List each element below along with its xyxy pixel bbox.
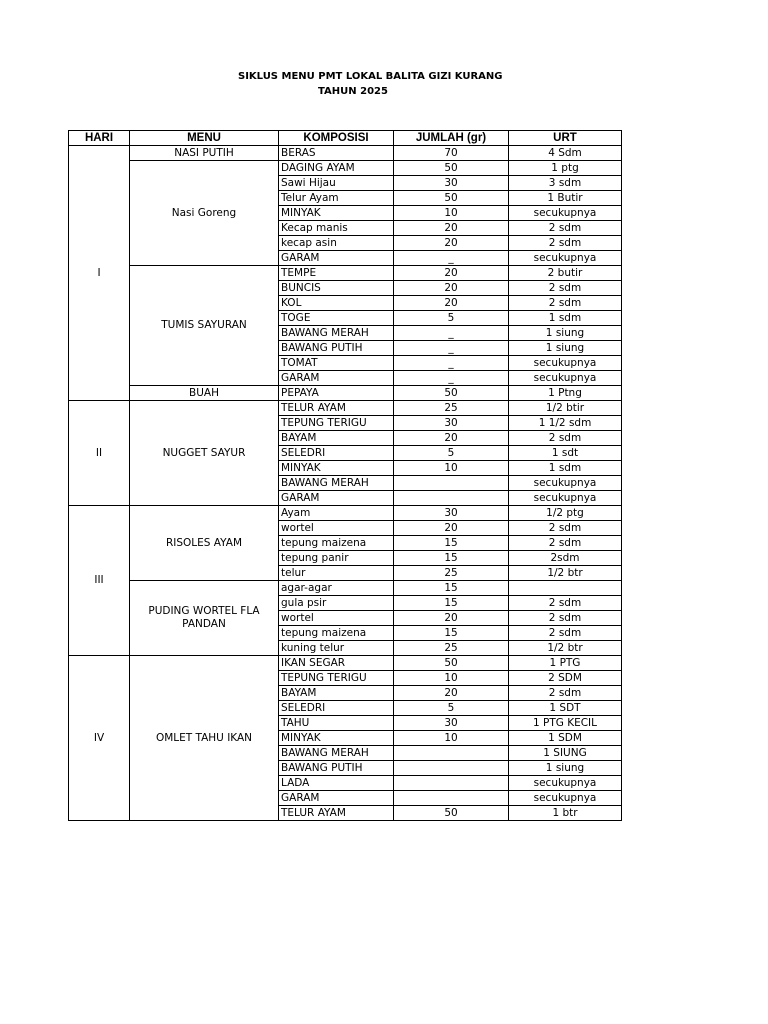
amount-cell: 10 <box>394 206 509 221</box>
ingredient-cell: BAYAM <box>279 686 394 701</box>
table-row <box>69 656 622 671</box>
amount-cell: 25 <box>394 401 509 416</box>
ingredient-cell: DAGING AYAM <box>279 161 394 176</box>
ingredient-cell: BAYAM <box>279 431 394 446</box>
ingredient-cell: BAWANG MERAH <box>279 326 394 341</box>
ingredient-cell: BAWANG PUTIH <box>279 761 394 776</box>
amount-cell: 20 <box>394 221 509 236</box>
table-body <box>69 146 622 821</box>
ingredient-cell: BAWANG MERAH <box>279 746 394 761</box>
amount-cell: 20 <box>394 521 509 536</box>
household-measure-cell: 1 SDT <box>509 701 622 716</box>
household-measure-cell: 2 sdm <box>509 626 622 641</box>
household-measure-cell: secukupnya <box>509 776 622 791</box>
table-row <box>69 146 622 161</box>
day-cell: IV <box>69 656 130 821</box>
menu-cell: TUMIS SAYURAN <box>130 266 279 386</box>
amount-cell: 50 <box>394 161 509 176</box>
amount-cell: 20 <box>394 431 509 446</box>
household-measure-cell: 1/2 btr <box>509 641 622 656</box>
amount-cell: 15 <box>394 626 509 641</box>
amount-cell: 10 <box>394 671 509 686</box>
ingredient-cell: IKAN SEGAR <box>279 656 394 671</box>
household-measure-cell: 2 sdm <box>509 221 622 236</box>
header-urt: URT <box>509 131 622 146</box>
household-measure-cell: 1 ptg <box>509 161 622 176</box>
amount-cell: 20 <box>394 296 509 311</box>
ingredient-cell: SELEDRI <box>279 701 394 716</box>
amount-cell <box>394 761 509 776</box>
ingredient-cell: TELUR AYAM <box>279 806 394 821</box>
amount-cell: 10 <box>394 461 509 476</box>
menu-cell: OMLET TAHU IKAN <box>130 656 279 821</box>
table-row <box>69 161 622 176</box>
household-measure-cell: 2 butir <box>509 266 622 281</box>
ingredient-cell: GARAM <box>279 371 394 386</box>
amount-cell <box>394 776 509 791</box>
household-measure-cell: 2 sdm <box>509 596 622 611</box>
ingredient-cell: PEPAYA <box>279 386 394 401</box>
household-measure-cell: 1 1/2 sdm <box>509 416 622 431</box>
household-measure-cell <box>509 581 622 596</box>
household-measure-cell: 2 sdm <box>509 521 622 536</box>
household-measure-cell: 1 sdm <box>509 461 622 476</box>
ingredient-cell: Telur Ayam <box>279 191 394 206</box>
amount-cell: 15 <box>394 581 509 596</box>
menu-cell: PUDING WORTEL FLA PANDAN <box>130 581 279 656</box>
ingredient-cell: kuning telur <box>279 641 394 656</box>
ingredient-cell: tepung maizena <box>279 626 394 641</box>
menu-cell: Nasi Goreng <box>130 161 279 266</box>
amount-cell: 50 <box>394 191 509 206</box>
amount-cell <box>394 791 509 806</box>
ingredient-cell: MINYAK <box>279 731 394 746</box>
household-measure-cell: 1 Butir <box>509 191 622 206</box>
ingredient-cell: KOL <box>279 296 394 311</box>
amount-cell: 50 <box>394 656 509 671</box>
amount-cell: _ <box>394 326 509 341</box>
household-measure-cell: 1 PTG KECIL <box>509 716 622 731</box>
ingredient-cell: TAHU <box>279 716 394 731</box>
household-measure-cell: 1 siung <box>509 761 622 776</box>
household-measure-cell: 1 SIUNG <box>509 746 622 761</box>
household-measure-cell: 1/2 ptg <box>509 506 622 521</box>
day-cell: I <box>69 146 130 401</box>
ingredient-cell: tepung panir <box>279 551 394 566</box>
amount-cell <box>394 746 509 761</box>
header-menu: MENU <box>130 131 279 146</box>
amount-cell <box>394 491 509 506</box>
ingredient-cell: BAWANG PUTIH <box>279 341 394 356</box>
household-measure-cell: 2 SDM <box>509 671 622 686</box>
household-measure-cell: 1 siung <box>509 326 622 341</box>
household-measure-cell: secukupnya <box>509 791 622 806</box>
table-row <box>69 266 622 281</box>
ingredient-cell: TOGE <box>279 311 394 326</box>
day-cell: II <box>69 401 130 506</box>
amount-cell: 20 <box>394 236 509 251</box>
table-row <box>69 506 622 521</box>
ingredient-cell: telur <box>279 566 394 581</box>
household-measure-cell: 1/2 btr <box>509 566 622 581</box>
amount-cell: _ <box>394 341 509 356</box>
amount-cell: 15 <box>394 551 509 566</box>
household-measure-cell: 1 sdm <box>509 311 622 326</box>
amount-cell: 20 <box>394 611 509 626</box>
ingredient-cell: MINYAK <box>279 206 394 221</box>
household-measure-cell: 4 Sdm <box>509 146 622 161</box>
menu-cell: NUGGET SAYUR <box>130 401 279 506</box>
ingredient-cell: TEPUNG TERIGU <box>279 416 394 431</box>
table-header-row <box>69 131 622 146</box>
household-measure-cell: secukupnya <box>509 356 622 371</box>
household-measure-cell: 2 sdm <box>509 236 622 251</box>
household-measure-cell: secukupnya <box>509 251 622 266</box>
household-measure-cell: secukupnya <box>509 206 622 221</box>
menu-cell: RISOLES AYAM <box>130 506 279 581</box>
household-measure-cell: 1 PTG <box>509 656 622 671</box>
ingredient-cell: SELEDRI <box>279 446 394 461</box>
amount-cell: 25 <box>394 566 509 581</box>
amount-cell: _ <box>394 371 509 386</box>
household-measure-cell: 1 btr <box>509 806 622 821</box>
ingredient-cell: kecap asin <box>279 236 394 251</box>
ingredient-cell: Kecap manis <box>279 221 394 236</box>
amount-cell: 20 <box>394 686 509 701</box>
household-measure-cell: 2 sdm <box>509 431 622 446</box>
household-measure-cell: secukupnya <box>509 476 622 491</box>
ingredient-cell: BERAS <box>279 146 394 161</box>
ingredient-cell: TELUR AYAM <box>279 401 394 416</box>
ingredient-cell: GARAM <box>279 791 394 806</box>
menu-cell: NASI PUTIH <box>130 146 279 161</box>
household-measure-cell: 2 sdm <box>509 686 622 701</box>
ingredient-cell: tepung maizena <box>279 536 394 551</box>
menu-cell: BUAH <box>130 386 279 401</box>
table-row <box>69 401 622 416</box>
amount-cell: 15 <box>394 596 509 611</box>
amount-cell: 25 <box>394 641 509 656</box>
ingredient-cell: BUNCIS <box>279 281 394 296</box>
amount-cell: 30 <box>394 176 509 191</box>
household-measure-cell: 2 sdm <box>509 536 622 551</box>
ingredient-cell: MINYAK <box>279 461 394 476</box>
amount-cell: 30 <box>394 506 509 521</box>
day-cell: III <box>69 506 130 656</box>
household-measure-cell: 1 Ptng <box>509 386 622 401</box>
ingredient-cell: Ayam <box>279 506 394 521</box>
amount-cell: 10 <box>394 731 509 746</box>
household-measure-cell: 2 sdm <box>509 611 622 626</box>
household-measure-cell: 2 sdm <box>509 281 622 296</box>
document-subtitle-year: TAHUN 2025 <box>318 86 388 97</box>
amount-cell: 50 <box>394 386 509 401</box>
household-measure-cell: secukupnya <box>509 371 622 386</box>
household-measure-cell: secukupnya <box>509 491 622 506</box>
ingredient-cell: agar-agar <box>279 581 394 596</box>
document-title: SIKLUS MENU PMT LOKAL BALITA GIZI KURANG <box>238 71 503 82</box>
ingredient-cell: wortel <box>279 611 394 626</box>
amount-cell: 5 <box>394 701 509 716</box>
header-jumlah: JUMLAH (gr) <box>394 131 509 146</box>
amount-cell: 20 <box>394 281 509 296</box>
amount-cell: 5 <box>394 311 509 326</box>
ingredient-cell: gula psir <box>279 596 394 611</box>
amount-cell: 30 <box>394 416 509 431</box>
ingredient-cell: GARAM <box>279 491 394 506</box>
amount-cell: 30 <box>394 716 509 731</box>
amount-cell <box>394 476 509 491</box>
ingredient-cell: TEPUNG TERIGU <box>279 671 394 686</box>
household-measure-cell: 1 siung <box>509 341 622 356</box>
household-measure-cell: 1/2 btir <box>509 401 622 416</box>
amount-cell: _ <box>394 251 509 266</box>
header-hari: HARI <box>69 131 130 146</box>
amount-cell: 50 <box>394 806 509 821</box>
ingredient-cell: BAWANG MERAH <box>279 476 394 491</box>
ingredient-cell: Sawi Hijau <box>279 176 394 191</box>
household-measure-cell: 3 sdm <box>509 176 622 191</box>
ingredient-cell: LADA <box>279 776 394 791</box>
amount-cell: 20 <box>394 266 509 281</box>
household-measure-cell: 2 sdm <box>509 296 622 311</box>
amount-cell: 15 <box>394 536 509 551</box>
ingredient-cell: TOMAT <box>279 356 394 371</box>
ingredient-cell: TEMPE <box>279 266 394 281</box>
household-measure-cell: 1 SDM <box>509 731 622 746</box>
table-row <box>69 386 622 401</box>
table-row <box>69 581 622 596</box>
header-komposisi: KOMPOSISI <box>279 131 394 146</box>
amount-cell: _ <box>394 356 509 371</box>
amount-cell: 70 <box>394 146 509 161</box>
ingredient-cell: GARAM <box>279 251 394 266</box>
amount-cell: 5 <box>394 446 509 461</box>
household-measure-cell: 2sdm <box>509 551 622 566</box>
ingredient-cell: wortel <box>279 521 394 536</box>
household-measure-cell: 1 sdt <box>509 446 622 461</box>
menu-cycle-table <box>68 130 622 821</box>
